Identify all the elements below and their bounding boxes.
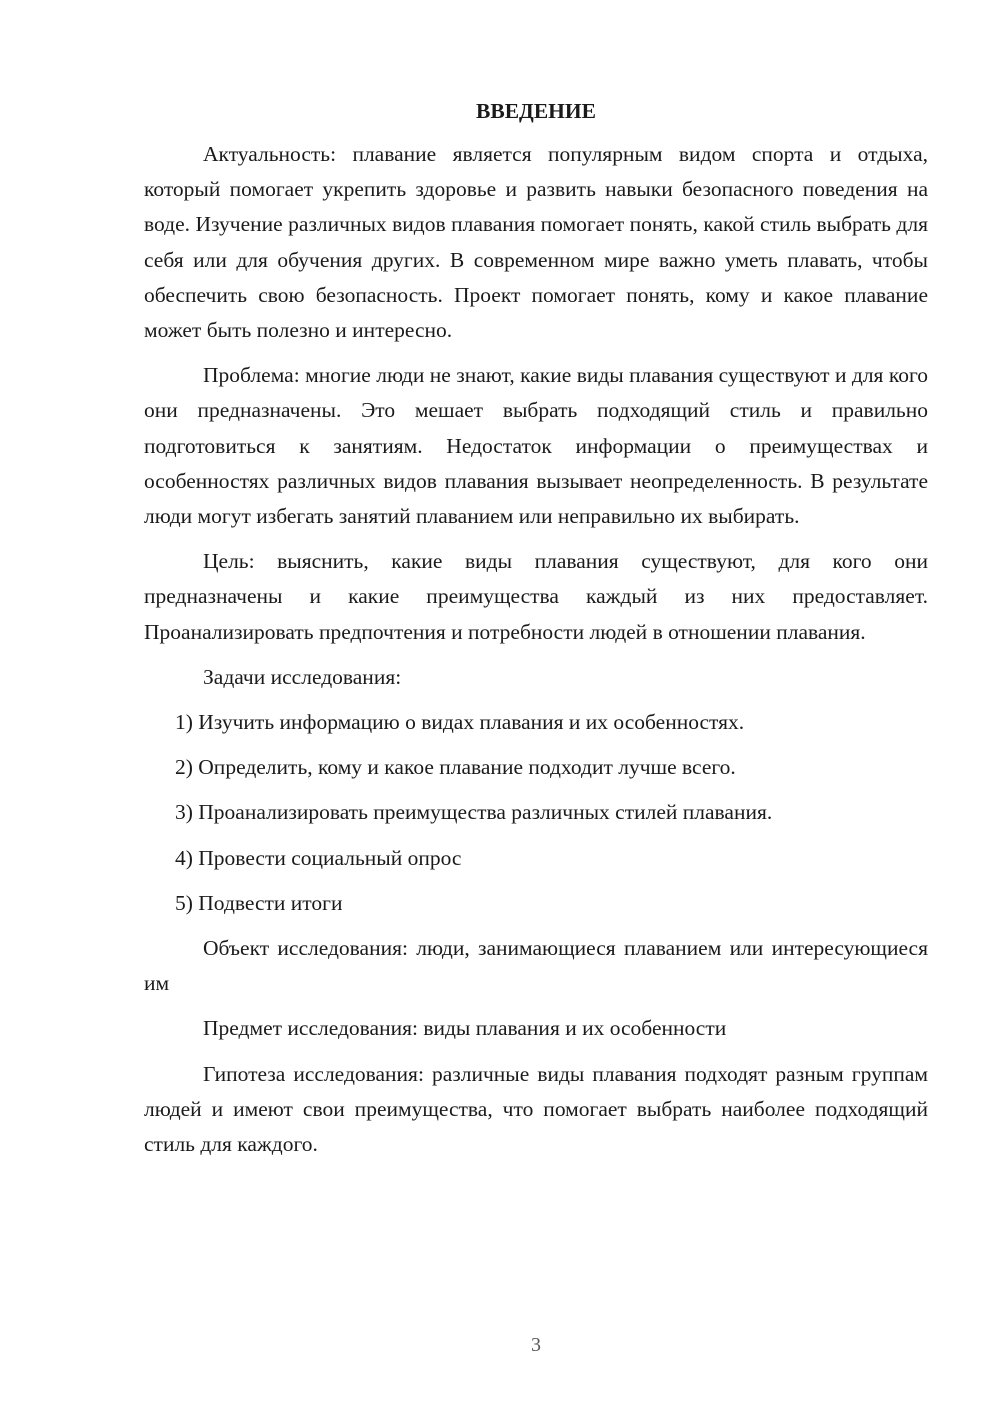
task-item-3: 3) Проанализировать преимущества различных стилей плавания. xyxy=(175,800,773,825)
tasks-heading: Задачи исследования: xyxy=(203,664,402,689)
page-number: 3 xyxy=(531,1334,541,1356)
task-item-4: 4) Провести социальный опрос xyxy=(175,845,462,870)
task-item-1: 1) Изучить информацию о видах плавания и их особенностях. xyxy=(175,710,745,735)
goal-paragraph: Цель: выяснить, какие виды плавания существуют, для кого они предназначены и какие преимущества каждый из них предоставляет. Проанализировать предпочтения и потребности людей в отношении плавания. xyxy=(144,549,928,644)
problem-paragraph: Проблема: многие люди не знают, какие виды плавания существуют и для кого они предназначены. Это мешает выбрать подходящий стиль и правильно подготовиться к занятиям. Недостаток информации о преимуществах и особенностях различных видов плавания вызывает неопределенность. В результате люди могут избегать занятий плаванием или неправильно их выбирать. xyxy=(144,363,928,529)
object-paragraph: Объект исследования: люди, занимающиеся плаванием или интересующиеся им xyxy=(144,936,928,996)
tasks-list xyxy=(144,705,928,921)
task-item-2: 2) Определить, кому и какое плавание подходит лучше всего. xyxy=(175,755,736,780)
task-item-5: 5) Подвести итоги xyxy=(175,890,343,915)
document-body xyxy=(144,94,928,1172)
page-title: ВВЕДЕНИЕ xyxy=(476,99,596,123)
relevance-paragraph: Актуальность: плавание является популярным видом спорта и отдыха, который помогает укрепить здоровье и развить навыки безопасного поведения на воде. Изучение различных видов плавания помогает понять, какой стиль выбрать для себя или для обучения других. В современном мире важно уметь плавать, чтобы обеспечить свою безопасность. Проект помогает понять, кому и какое плавание может быть полезно и интересно. xyxy=(144,142,928,343)
subject-paragraph: Предмет исследования: виды плавания и их особенности xyxy=(203,1016,727,1041)
hypothesis-paragraph: Гипотеза исследования: различные виды плавания подходят разным группам людей и имеют свои преимущества, что помогает выбрать наиболее подходящий стиль для каждого. xyxy=(144,1061,928,1157)
